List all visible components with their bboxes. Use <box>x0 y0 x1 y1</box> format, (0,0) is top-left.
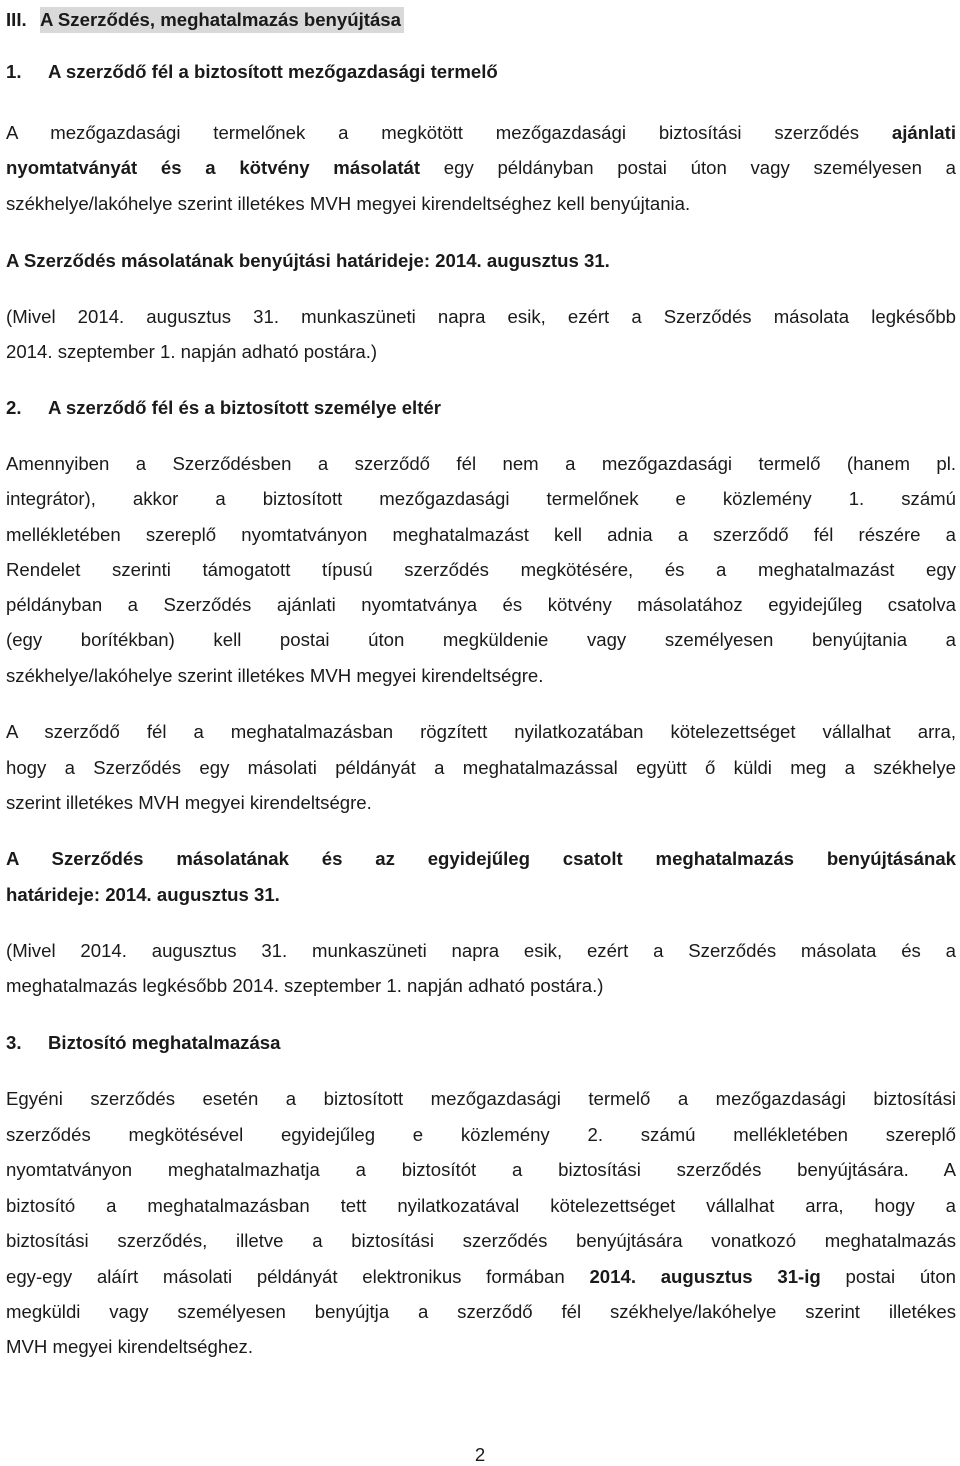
subsection-3-number: 3. <box>6 1032 22 1053</box>
paragraph-line: szerződés megkötésével egyidejűleg e közlemény 2. számú mellékletében szereplő <box>6 1124 956 1145</box>
paragraph-line <box>6 1265 956 1289</box>
deadline-2-line: A Szerződés másolatának és az egyidejűleg csatolt meghatalmazás benyújtásának <box>6 848 956 869</box>
text-run: postai úton <box>820 1266 957 1287</box>
paragraph-line: biztosítási szerződés, illetve a biztosítási szerződés benyújtására vonatkozó meghatalmazás <box>6 1230 956 1251</box>
deadline-2-line: határideje: 2014. augusztus 31. <box>6 884 280 905</box>
bold-text-run: ajánlati <box>891 122 956 143</box>
paragraph-line: hogy a Szerződés egy másolati példányát a meghatalmazással együtt ő küldi meg a székhelye <box>6 757 956 778</box>
page-number: 2 <box>474 1444 486 1465</box>
paragraph-line: példányban a Szerződés ajánlati nyomtatványa és kötvény másolatához egyidejűleg csatolva <box>6 594 956 615</box>
note-2-line: (Mivel 2014. augusztus 31. munkaszüneti napra esik, ezért a Szerződés másolata és a <box>6 940 956 961</box>
subsection-1-heading <box>6 60 956 84</box>
paragraph-line: integrátor), akkor a biztosított mezőgazdasági termelőnek e közlemény 1. számú <box>6 488 956 509</box>
paragraph-line: Amennyiben a Szerződésben a szerződő fél nem a mezőgazdasági termelő (hanem pl. <box>6 453 956 474</box>
subsection-3-title: Biztosító meghatalmazása <box>48 1032 281 1053</box>
paragraph-line: megküldi vagy személyesen benyújtja a szerződő fél székhelye/lakóhelye szerint illetékes <box>6 1301 956 1322</box>
subsection-3-heading <box>6 1031 956 1055</box>
paragraph-line <box>6 156 956 180</box>
paragraph-line: nyomtatványon meghatalmazhatja a biztosítót a biztosítási szerződés benyújtására. A <box>6 1159 956 1180</box>
subsection-1-number: 1. <box>6 61 22 82</box>
paragraph-line: székhelye/lakóhelye szerint illetékes MVH megyei kirendeltségre. <box>6 665 544 686</box>
note-1-line: (Mivel 2014. augusztus 31. munkaszüneti napra esik, ezért a Szerződés másolata legkésőbb <box>6 306 956 327</box>
text-run: egy példányban postai úton vagy személyesen a <box>420 157 956 178</box>
subsection-2-title: A szerződő fél és a biztosított személye eltér <box>48 397 441 418</box>
note-2-line: meghatalmazás legkésőbb 2014. szeptember 1. napján adható postára.) <box>6 975 604 996</box>
paragraph-line: Egyéni szerződés esetén a biztosított mezőgazdasági termelő a mezőgazdasági biztosítási <box>6 1088 956 1109</box>
bold-text-run: nyomtatványát és a kötvény másolatát <box>6 157 421 178</box>
paragraph-line: mellékletében szereplő nyomtatványon meghatalmazást kell adnia a szerződő fél részére a <box>6 524 956 545</box>
subsection-2-number: 2. <box>6 397 22 418</box>
text-run: A mezőgazdasági termelőnek a megkötött mezőgazdasági biztosítási szerződés <box>6 122 892 143</box>
text-run: egy-egy aláírt másolati példányát elektronikus formában <box>6 1266 590 1287</box>
deadline-1: A Szerződés másolatának benyújtási határideje: 2014. augusztus 31. <box>6 250 610 271</box>
section-title: A Szerződés, meghatalmazás benyújtása <box>40 9 401 30</box>
paragraph-line: Rendelet szerinti támogatott típusú szerződés megkötésére, és a meghatalmazást egy <box>6 559 956 580</box>
subsection-1-title: A szerződő fél a biztosított mezőgazdasági termelő <box>48 61 498 82</box>
paragraph-line: (egy borítékban) kell postai úton megküldenie vagy személyesen benyújtania a <box>6 629 956 650</box>
note-1-line: 2014. szeptember 1. napján adható postára.) <box>6 341 378 362</box>
subsection-2-heading <box>6 396 956 420</box>
paragraph-line <box>6 121 956 145</box>
paragraph-line: szerint illetékes MVH megyei kirendeltségre. <box>6 792 372 813</box>
section-heading <box>6 7 404 33</box>
section-number: III. <box>6 9 27 30</box>
paragraph-line: A szerződő fél a meghatalmazásban rögzített nyilatkozatában kötelezettséget vállalhat arra, <box>6 721 956 742</box>
paragraph-line: MVH megyei kirendeltséghez. <box>6 1336 253 1357</box>
paragraph-line: biztosító a meghatalmazásban tett nyilatkozatával kötelezettséget vállalhat arra, hogy a <box>6 1195 956 1216</box>
bold-text-run: 2014. augusztus 31-ig <box>589 1266 821 1287</box>
paragraph-line: székhelye/lakóhelye szerint illetékes MVH megyei kirendeltséghez kell benyújtania. <box>6 193 691 214</box>
